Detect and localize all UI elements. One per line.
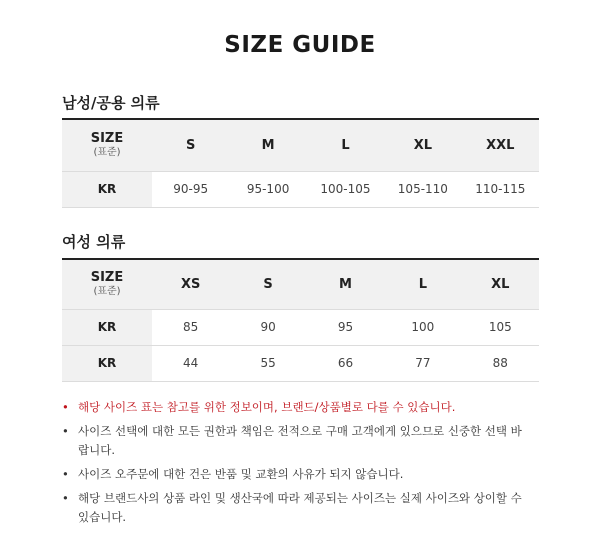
women-size-header-label [62,259,152,309]
size-column-header: XL [384,119,461,171]
women-size-table [62,258,539,382]
note-text: 해당 사이즈 표는 참고를 위한 정보이며, 브랜드/상품별로 다를 수 있습니다. [78,400,456,414]
table-cell: 100-105 [307,171,384,207]
size-column-header: XXL [462,119,539,171]
bullet-icon: • [62,491,69,505]
table-row [62,309,539,345]
size-sub-label: (표준) [93,147,121,159]
note-item [62,398,532,417]
table-row [62,171,539,207]
men-size-header-row [62,119,539,171]
size-column-header: XL [462,259,539,309]
women-size-header-row [62,259,539,309]
row-label: KR [62,345,152,381]
table-cell: 100 [384,309,461,345]
women-section-heading: 여성 의류 [62,233,126,251]
note-item [62,465,532,484]
size-column-header: M [307,259,384,309]
note-text: 해당 브랜드사의 상품 라인 및 생산국에 따라 제공되는 사이즈는 실제 사이즈와 상이할 수 있습니다. [78,491,522,524]
bullet-icon: • [62,424,69,438]
table-cell: 55 [229,345,306,381]
table-cell: 88 [462,345,539,381]
size-column-header: M [229,119,306,171]
note-item [62,489,532,527]
size-column-header: L [307,119,384,171]
men-size-table [62,118,539,208]
page-title: SIZE GUIDE [224,32,376,58]
table-cell: 90-95 [152,171,229,207]
table-cell: 95 [307,309,384,345]
size-column-header: XS [152,259,229,309]
notes-list [62,398,532,532]
size-label: SIZE [90,270,124,286]
note-text: 사이즈 선택에 대한 모든 권한과 책임은 전적으로 구매 고객에게 있으므로 신중한 선택 바랍니다. [78,424,522,457]
table-cell: 85 [152,309,229,345]
note-text: 사이즈 오주문에 대한 건은 반품 및 교환의 사유가 되지 않습니다. [78,467,404,481]
table-cell: 77 [384,345,461,381]
table-cell: 66 [307,345,384,381]
bullet-icon: • [62,400,69,414]
table-cell: 110-115 [462,171,539,207]
men-size-header-label [62,119,152,171]
table-cell: 105 [462,309,539,345]
table-cell: 105-110 [384,171,461,207]
table-cell: 44 [152,345,229,381]
table-row [62,345,539,381]
row-label: KR [62,309,152,345]
men-section-heading: 남성/공용 의류 [62,94,160,112]
size-column-header: L [384,259,461,309]
size-label: SIZE [90,131,124,147]
size-sub-label: (표준) [93,286,121,298]
size-column-header: S [152,119,229,171]
table-cell: 90 [229,309,306,345]
row-label: KR [62,171,152,207]
size-column-header: S [229,259,306,309]
bullet-icon: • [62,467,69,481]
note-item [62,422,532,460]
table-cell: 95-100 [229,171,306,207]
